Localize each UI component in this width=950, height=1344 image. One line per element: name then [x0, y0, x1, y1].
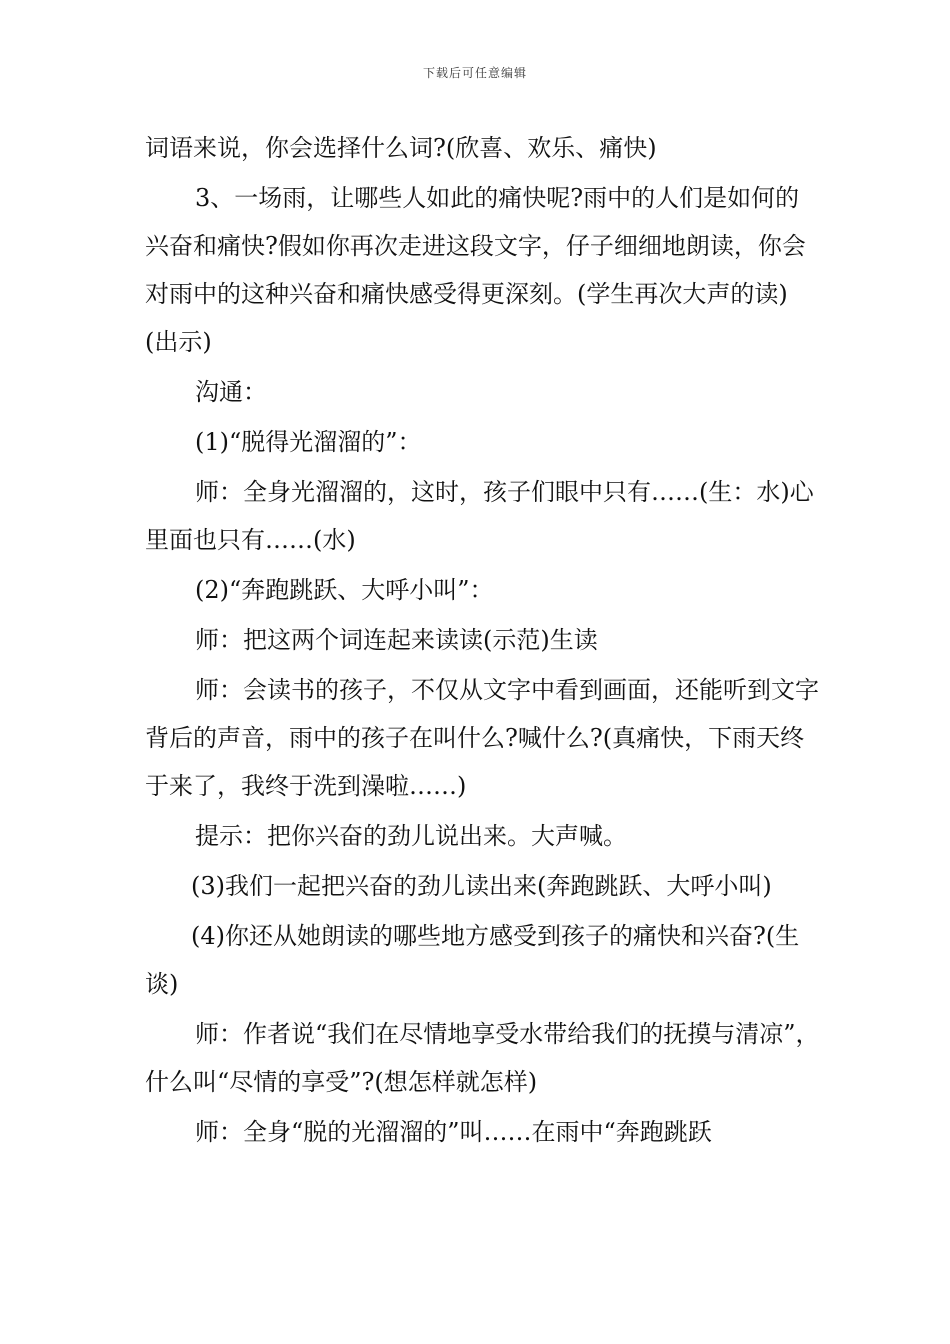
paragraph: (1)“脱得光溜溜的”：: [195, 428, 422, 456]
document-body: [145, 124, 820, 1158]
paragraph: 师：作者说“我们在尽情地享受水带给我们的抚摸与清凉”，什么叫“尽情的享受”?(想怎样就怎样): [145, 1020, 820, 1096]
paragraph: 提示：把你兴奋的劲儿说出来。大声喊。: [195, 822, 627, 850]
paragraph: (3)我们一起把兴奋的劲儿读出来(奔跑跳跃、大呼小叫): [191, 872, 772, 900]
paragraph: 师：全身光溜溜的，这时，孩子们眼中只有……(生：水)心里面也只有……(水): [145, 478, 814, 554]
paragraph: (4)你还从她朗读的哪些地方感受到孩子的痛快和兴奋?(生谈): [145, 922, 800, 998]
page-header: 下载后可任意编辑: [422, 66, 527, 80]
paragraph: (2)“奔跑跳跃、大呼小叫”：: [195, 576, 494, 604]
paragraph: 师：会读书的孩子，不仅从文字中看到画面，还能听到文字背后的声音，雨中的孩子在叫什么?喊什么?(真痛快，下雨天终于来了，我终于洗到澡啦……): [145, 676, 819, 800]
paragraph: 师：把这两个词连起来读读(示范)生读: [195, 626, 598, 654]
paragraph: 3、一场雨，让哪些人如此的痛快呢?雨中的人们是如何的兴奋和痛快?假如你再次走进这段文字，仔子细细地朗读，你会对雨中的这种兴奋和痛快感受得更深刻。(学生再次大声的读)(出示): [145, 184, 806, 356]
paragraph: 词语来说，你会选择什么词?(欣喜、欢乐、痛快): [145, 134, 657, 162]
paragraph: 沟通：: [195, 378, 267, 406]
paragraph: 师：全身“脱的光溜溜的”叫……在雨中“奔跑跳跃: [195, 1118, 712, 1146]
